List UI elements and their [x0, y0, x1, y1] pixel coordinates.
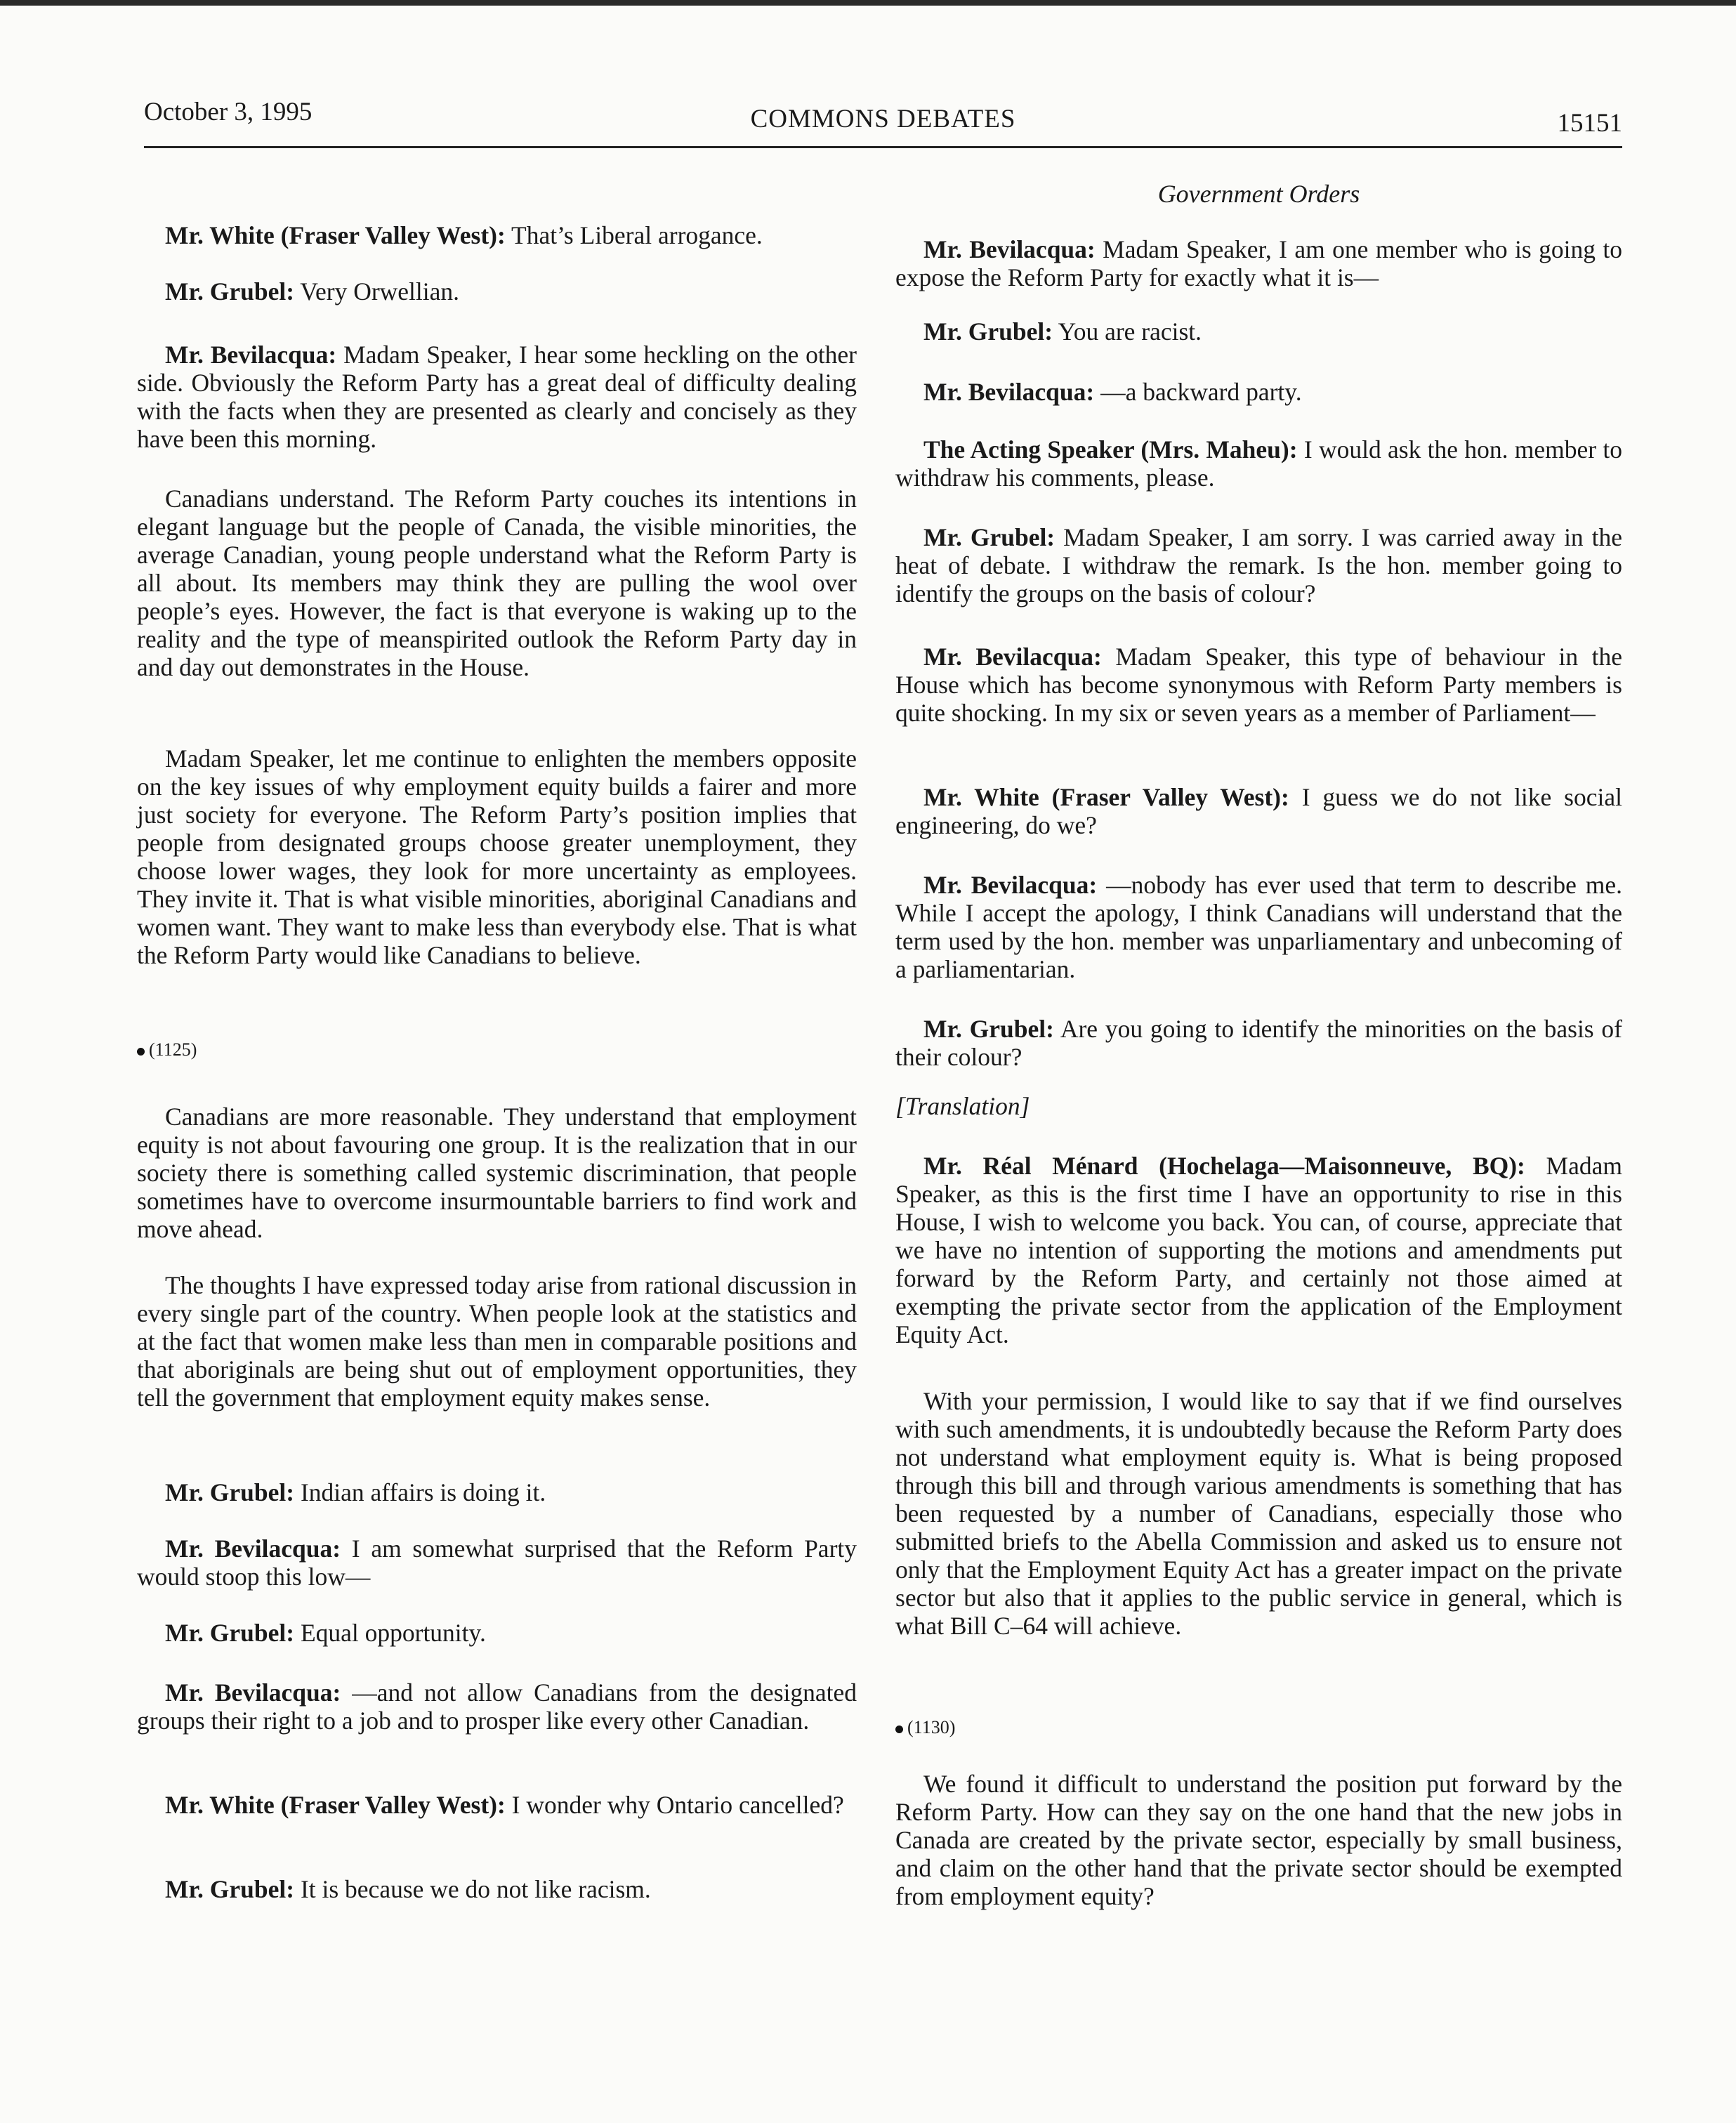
speaker-name: Mr. Bevilacqua:: [165, 1678, 341, 1707]
speech-paragraph: [137, 1103, 857, 1243]
speech-paragraph: [895, 783, 1622, 839]
translation-note: [Translation]: [895, 1092, 1030, 1120]
speaker-name: Mr. Bevilacqua:: [165, 1534, 341, 1563]
speech-text: The thoughts I have expressed today arise from rational discussion in every single part of the country. When people look at the statistics and at the fact that women make less than men in comparable positions and that aboriginals are being shut out of employment opportunities, they tell the government that employment equity makes sense.: [137, 1271, 857, 1412]
speech-text: Canadians are more reasonable. They understand that employment equity is not about favouring one group. It is the realization that in our society there is something called systemic discrimination, that people sometimes have to overcome insurmountable barriers to find work and move ahead.: [137, 1103, 857, 1243]
speaker-name: Mr. Bevilacqua:: [923, 235, 1096, 263]
speech-text: —nobody has ever used that term to describe me. While I accept the apology, I think Canadians will understand that the term used by the hon. member was unparliamentary and unbecoming of a parliamentarian.: [895, 871, 1622, 983]
speech-paragraph: [895, 1015, 1622, 1071]
speaker-name: The Acting Speaker (Mrs. Maheu):: [923, 435, 1298, 464]
speech-text: With your permission, I would like to say that if we find ourselves with such amendments, it is undoubtedly because the Reform Party does not understand what employment equity is. What is being proposed through this bill and through various amendments is something that has been requested by a number of Canadians, especially those who submitted briefs to the Abella Commission and asked us to ensure not only that the Employment Equity Act has a greater impact on the private sector but also that it applies to the public service in general, which is what Bill C–64 will achieve.: [895, 1387, 1622, 1640]
header-title: COMMONS DEBATES: [750, 105, 1016, 133]
speaker-name: Mr. Réal Ménard (Hochelaga—Maisonneuve, BQ):: [923, 1152, 1525, 1180]
header-date: October 3, 1995: [144, 98, 313, 126]
speech-text: That’s Liberal arrogance.: [505, 221, 763, 249]
speech-text: —a backward party.: [1094, 378, 1302, 406]
speech-paragraph: [895, 435, 1622, 492]
speech-text: You are racist.: [1053, 317, 1202, 346]
page-header: [144, 97, 1622, 148]
speech-text: Madam Speaker, I am one member who is going to expose the Reform Party for exactly what it is—: [895, 235, 1623, 291]
bullet-icon: [895, 1726, 903, 1733]
speaker-name: Mr. Grubel:: [923, 317, 1053, 346]
speech-text: I wonder why Ontario cancelled?: [505, 1791, 844, 1819]
speech-paragraph: [895, 1387, 1622, 1640]
speech-text: Madam Speaker, I am sorry. I was carried away in the heat of debate. I withdraw the remark. Is the hon. member going to identify the groups on the basis of colour?: [895, 523, 1623, 607]
section-title: Government Orders: [1157, 180, 1360, 208]
time-marker: (1130): [895, 1714, 955, 1742]
time-marker: (1125): [137, 1036, 197, 1064]
speaker-name: Mr. Grubel:: [923, 523, 1056, 551]
speech-text: We found it difficult to understand the position put forward by the Reform Party. How can they say on the one hand that the new jobs in Canada are created by the private sector, especially by small business, and claim on the other hand that the private sector should be exempted from employment equity?: [895, 1770, 1622, 1910]
speech-paragraph: [895, 235, 1622, 291]
speaker-name: Mr. Bevilacqua:: [923, 871, 1098, 899]
speaker-name: Mr. Bevilacqua:: [923, 643, 1102, 671]
speech-paragraph: [895, 523, 1622, 607]
speaker-name: Mr. Grubel:: [165, 1619, 295, 1647]
speech-paragraph: [895, 1152, 1622, 1348]
speaker-name: Mr. White (Fraser Valley West):: [165, 221, 506, 249]
speech-paragraph: [137, 1478, 857, 1506]
speech-text: I guess we do not like social engineering, do we?: [895, 783, 1622, 839]
speech-text: It is because we do not like racism.: [294, 1875, 651, 1903]
speech-paragraph: [137, 1791, 857, 1819]
speaker-name: Mr. White (Fraser Valley West):: [165, 1791, 506, 1819]
speech-paragraph: [137, 1875, 857, 1903]
speech-paragraph: [895, 378, 1622, 406]
speech-paragraph: [137, 221, 857, 249]
speech-text: Are you going to identify the minorities on the basis of their colour?: [895, 1015, 1622, 1071]
speech-paragraph: [895, 1770, 1622, 1910]
scan-top-edge: [0, 0, 1736, 6]
speech-paragraph: [895, 871, 1622, 983]
speech-text: Indian affairs is doing it.: [294, 1478, 546, 1506]
bullet-icon: [137, 1048, 145, 1056]
speech-text: Madam Speaker, let me continue to enlighten the members opposite on the key issues of why employment equity builds a fairer and more just society for everyone. The Reform Party’s position implies that people from designated groups choose greater unemployment, they choose lower wages, they look for more uncertainty as employees. They invite it. That is what visible minorities, aboriginal Canadians and women want. They want to make less than everybody else. That is what the Reform Party would like Canadians to believe.: [137, 744, 857, 969]
speech-paragraph: [137, 744, 857, 969]
speech-text: I would ask the hon. member to withdraw his comments, please.: [895, 435, 1622, 492]
speaker-name: Mr. Grubel:: [165, 1875, 295, 1903]
speaker-name: Mr. Grubel:: [165, 277, 295, 305]
speech-text: Canadians understand. The Reform Party couches its intentions in elegant language but the people of Canada, the visible minorities, the average Canadian, young people understand what the Reform Party is all about. Its members may think they are pulling the wool over people’s eyes. However, the fact is that everyone is waking up to the reality and the type of meanspirited outlook the Reform Party day in and day out demonstrates in the House.: [137, 485, 857, 681]
speech-text: Equal opportunity.: [294, 1619, 486, 1647]
speech-paragraph: [137, 1678, 857, 1735]
speech-text: I am somewhat surprised that the Reform Party would stoop this low—: [137, 1534, 857, 1591]
speaker-name: Mr. Grubel:: [923, 1015, 1054, 1043]
header-page-number: 15151: [1557, 109, 1622, 138]
speech-paragraph: [137, 485, 857, 681]
speech-paragraph: [895, 317, 1622, 346]
speaker-name: Mr. Bevilacqua:: [923, 378, 1095, 406]
speech-paragraph: [137, 1534, 857, 1591]
speech-paragraph: [137, 341, 857, 453]
speaker-name: Mr. Grubel:: [165, 1478, 295, 1506]
speech-text: —and not allow Canadians from the designated groups their right to a job and to prosper like every other Canadian.: [137, 1678, 857, 1735]
speech-text: Madam Speaker, this type of behaviour in the House which has become synonymous with Reform Party members is quite shocking. In my six or seven years as a member of Parliament—: [895, 643, 1622, 727]
speech-paragraph: [137, 1619, 857, 1647]
speaker-name: Mr. White (Fraser Valley West):: [923, 783, 1289, 811]
speech-paragraph: [895, 643, 1622, 727]
speech-text: Madam Speaker, I hear some heckling on the other side. Obviously the Reform Party has a great deal of difficulty dealing with the facts when they are presented as clearly and concisely as they have been this morning.: [137, 341, 857, 453]
speech-paragraph: [137, 1271, 857, 1412]
speaker-name: Mr. Bevilacqua:: [165, 341, 337, 369]
speech-text: Madam Speaker, as this is the first time I have an opportunity to rise in this House, I wish to welcome you back. You can, of course, appreciate that we have no intention of supporting the motions and amendments put forward by the Reform Party, and certainly not those aimed at exempting the private sector from the application of the Employment Equity Act.: [895, 1152, 1622, 1348]
speech-text: Very Orwellian.: [294, 277, 460, 305]
speech-paragraph: [137, 277, 857, 305]
